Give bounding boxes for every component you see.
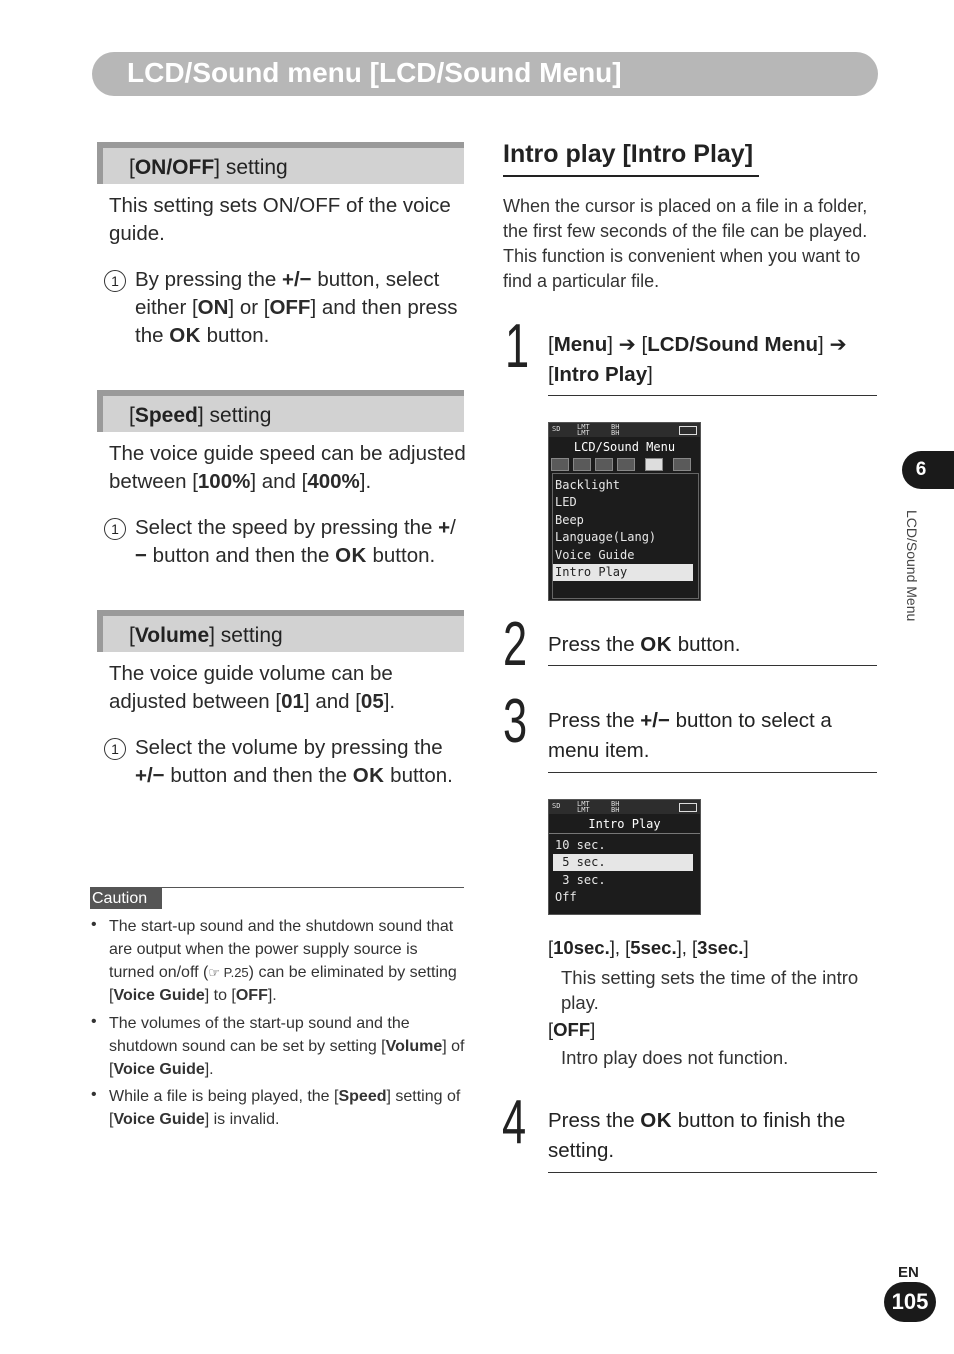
lcd-menu-title: LCD/Sound Menu xyxy=(573,440,676,454)
battery-icon xyxy=(679,803,697,812)
lcd-item: Beep xyxy=(555,513,584,527)
onoff-step-number: 1 xyxy=(104,270,126,292)
mic-tab-icon xyxy=(551,458,569,471)
bh-indicator: BH xyxy=(611,423,620,431)
speed-heading-label: [Speed] setting xyxy=(129,404,272,427)
volume-step-number: 1 xyxy=(104,738,126,760)
lcd-item-selected: Intro Play xyxy=(553,564,693,581)
speed-desc: The voice guide speed can be adjusted between [100%] and [400%]. xyxy=(109,442,466,493)
lcd-divider xyxy=(549,833,700,834)
tools-tab-icon xyxy=(673,458,691,471)
lcd-tab-icons xyxy=(549,458,700,472)
language-label: EN xyxy=(898,1264,919,1281)
lcd-item-selected: 5 sec. xyxy=(553,854,693,871)
onoff-step-text: By pressing the +/− button, select either [ON] or [OFF] and then press the OK button. xyxy=(135,268,458,347)
volume-heading xyxy=(97,610,464,652)
speed-heading xyxy=(97,390,464,432)
step-4-rule xyxy=(548,1172,877,1173)
step-1-rule xyxy=(548,395,877,396)
lcd-item: Voice Guide xyxy=(555,548,635,562)
lmt-indicator: LMT xyxy=(577,800,590,808)
lcd-item: Language(Lang) xyxy=(555,530,657,544)
lcd-sound-tab-icon xyxy=(645,458,663,471)
caution-item-1: The start-up sound and the shutdown sound that are output when the power supply source is turned on/off (☞ P.25) can be eliminated by setting [Voice Guide] to [OFF]. xyxy=(109,918,457,1004)
onoff-desc: This setting sets ON/OFF of the voice guide. xyxy=(109,194,451,245)
caution-bullet-icon: • xyxy=(91,916,97,933)
lcd-item: 10 sec. xyxy=(555,838,606,852)
play-tab-icon xyxy=(573,458,591,471)
step-3-rule xyxy=(548,772,877,773)
step-1-text: [Menu] ➔ [LCD/Sound Menu] ➔ [Intro Play] xyxy=(548,333,847,386)
option-sec-labels: [10sec.], [5sec.], [3sec.] xyxy=(548,937,749,958)
volume-heading-label: [Volume] setting xyxy=(129,624,283,647)
lcd-menu-title: Intro Play xyxy=(588,817,661,831)
caution-item-2: The volumes of the start-up sound and the shutdown sound can be set by setting [Volume] of [Voice Guide]. xyxy=(109,1015,465,1078)
chapter-tab: 6 xyxy=(902,451,954,489)
lcd-item: Off xyxy=(555,890,577,904)
sd-card-icon: SD xyxy=(552,425,561,433)
sd-card-icon: SD xyxy=(552,802,561,810)
volume-step-text: Select the volume by pressing the +/− button and then the OK button. xyxy=(135,736,453,787)
lcd-status-bar xyxy=(549,423,700,437)
step-4-number: 4 xyxy=(502,1088,527,1157)
file-tab-icon xyxy=(595,458,613,471)
bh-indicator: BH xyxy=(611,429,620,437)
chapter-side-label: LCD/Sound Menu xyxy=(904,510,920,622)
caution-bullet-icon: • xyxy=(91,1086,97,1103)
battery-icon xyxy=(679,426,697,435)
intro-desc: When the cursor is placed on a file in a folder, the first few seconds of the file can be played. This function is convenient when you want to find a particular file. xyxy=(503,196,868,291)
page-number: 105 xyxy=(884,1282,936,1322)
step-2-rule xyxy=(548,665,877,666)
caution-label: Caution xyxy=(90,888,162,909)
option-off-desc: Intro play does not function. xyxy=(561,1047,789,1068)
step-3-number: 3 xyxy=(503,687,528,756)
lcd-screen-menu xyxy=(548,422,701,601)
lmt-indicator: LMT xyxy=(577,429,590,437)
caution-bullet-icon: • xyxy=(91,1013,97,1030)
bookmark-tab-icon xyxy=(617,458,635,471)
lcd-item: LED xyxy=(555,495,577,509)
bh-indicator: BH xyxy=(611,800,620,808)
volume-desc: The voice guide volume can be adjusted between [01] and [05]. xyxy=(109,662,396,713)
lcd-item: 3 sec. xyxy=(555,873,606,887)
step-3-text: Press the +/− button to select a menu item. xyxy=(548,709,832,762)
step-2-text: Press the OK button. xyxy=(548,633,741,656)
bh-indicator: BH xyxy=(611,806,620,814)
lcd-screen-intro-play xyxy=(548,799,701,915)
step-4-text: Press the OK button to finish the setting. xyxy=(548,1109,846,1162)
step-2-number: 2 xyxy=(503,610,528,679)
lcd-status-bar xyxy=(549,800,700,814)
lmt-indicator: LMT xyxy=(577,423,590,431)
option-sec-desc: This setting sets the time of the intro play. xyxy=(561,967,859,1013)
lmt-indicator: LMT xyxy=(577,806,590,814)
page-title: LCD/Sound menu [LCD/Sound Menu] xyxy=(127,57,622,88)
lcd-item: Backlight xyxy=(555,478,621,492)
intro-title: Intro play [Intro Play] xyxy=(503,140,754,168)
option-off-label: [OFF] xyxy=(548,1019,596,1040)
speed-step-number: 1 xyxy=(104,518,126,540)
onoff-heading-label: [ON/OFF] setting xyxy=(129,156,288,179)
caution-item-3: While a file is being played, the [Speed] setting of [Voice Guide] is invalid. xyxy=(109,1088,461,1128)
step-1-number: 1 xyxy=(505,312,530,381)
onoff-heading xyxy=(97,142,464,184)
speed-step-text: Select the speed by pressing the +/− button and then the OK button. xyxy=(135,516,456,567)
intro-title-underline xyxy=(503,175,759,177)
